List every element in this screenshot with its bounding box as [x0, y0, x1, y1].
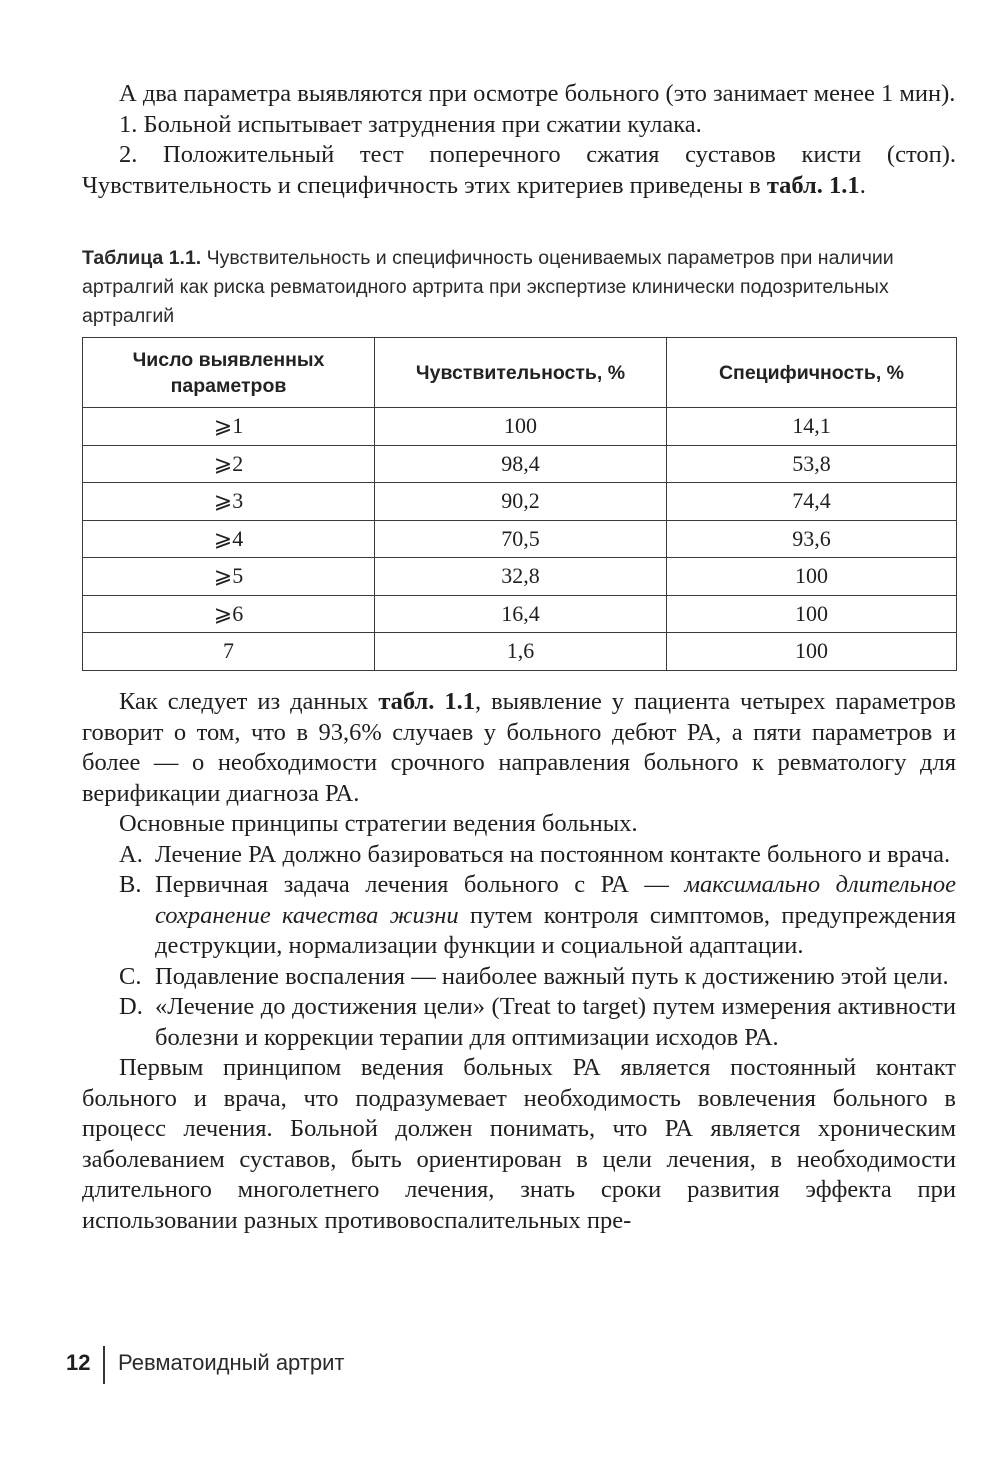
table-cell: 14,1: [667, 408, 957, 446]
list-marker: C.: [119, 962, 142, 990]
period: .: [859, 171, 866, 199]
table-cell: ⩾6: [83, 595, 375, 633]
column-header: Специфичность, %: [667, 338, 957, 408]
paragraph: [82, 687, 956, 809]
emphasis-text: максимально длительное сохранение качества жизни: [155, 871, 956, 929]
table-cell: 7: [83, 633, 375, 671]
table-cell: ⩾1: [83, 408, 375, 446]
paragraph: 1. Больной испытывает затруднения при сжатии кулака.: [119, 110, 702, 138]
table-cell: ⩾5: [83, 558, 375, 596]
table-reference: табл. 1.1: [378, 688, 476, 715]
list-marker: A.: [119, 840, 143, 868]
table-cell: 100: [667, 595, 957, 633]
paragraph-text: 2. Положительный тест поперечного сжатия суставов кисти (стоп). Чувствительность и специфичность этих критериев приведены в: [82, 141, 956, 199]
table-cell: 70,5: [375, 520, 667, 558]
table-row: [83, 445, 957, 483]
column-header: Число выявленных параметров: [83, 338, 375, 408]
list-item-text: путем контроля симптомов, предупреждения деструкции, нормализации функции и социальной адаптации.: [155, 901, 957, 959]
paragraph: Первым принципом ведения больных РА является постоянный контакт больного и врача, что подразумевает необходимость вовлечения больного в процесс лечения. Больной должен понимать, что РА является хроническим заболеванием суставов, быть ориентирован в цели лечения, в необходимости длительного многолетнего лечения, знать сроки развития эффекта при использовании разных противовоспалительных пре-: [82, 1054, 956, 1234]
table-cell: ⩾4: [83, 520, 375, 558]
table-cell: 16,4: [375, 595, 667, 633]
list-item-text: Подавление воспаления — наиболее важный путь к достижению этой цели.: [155, 962, 949, 990]
list-item: [82, 962, 956, 993]
table-row: [83, 595, 957, 633]
footer-divider: [103, 1346, 105, 1384]
list-marker: D.: [119, 993, 143, 1020]
principles-list: [82, 840, 956, 1054]
running-title: Ревматоидный артрит: [118, 1350, 345, 1375]
paragraph: [82, 140, 956, 201]
list-item-text: Лечение РА должно базироваться на постоянном контакте больного и врача.: [155, 840, 951, 868]
table-row: [83, 483, 957, 521]
table-row: [83, 408, 957, 446]
table-caption-text: Чувствительность и специфичность оцениваемых параметров при наличии артралгий как риска ревматоидного артрита при экспертизе клинически подозрительных артралгий: [82, 247, 894, 327]
table-cell: 32,8: [375, 558, 667, 596]
list-item: [82, 840, 956, 871]
table-cell: 74,4: [667, 483, 957, 521]
paragraph: Основные принципы стратегии ведения больных.: [119, 810, 638, 837]
column-header: Чувствительность, %: [375, 338, 667, 408]
table-reference: табл. 1.1: [766, 171, 860, 199]
table-cell: 98,4: [375, 445, 667, 483]
table-cell: ⩾2: [83, 445, 375, 483]
paragraph: А два параметра выявляются при осмотре больного (это занимает менее 1 мин).: [119, 80, 956, 107]
table-cell: ⩾3: [83, 483, 375, 521]
list-item-text: «Лечение до достижения цели» (Treat to target) путем измерения активности болезни и коррекции терапии для оптимизации исходов РА.: [155, 993, 956, 1051]
table-header-row: [83, 338, 957, 408]
table-caption-label: Таблица 1.1.: [82, 247, 202, 269]
table-cell: 100: [375, 408, 667, 446]
table-caption: [82, 244, 956, 331]
table-row: [83, 633, 957, 671]
table-cell: 90,2: [375, 483, 667, 521]
list-item: [82, 870, 956, 962]
table-cell: 93,6: [667, 520, 957, 558]
page-number: 12: [66, 1350, 91, 1375]
table-row: [83, 558, 957, 596]
table-cell: 100: [667, 633, 957, 671]
list-item: [82, 992, 956, 1053]
paragraph-text: Как следует из данных: [119, 688, 379, 715]
body-text: [82, 687, 956, 1236]
table-cell: 1,6: [375, 633, 667, 671]
data-table: [82, 337, 957, 671]
list-marker: B.: [119, 871, 142, 898]
intro-text: [82, 79, 956, 201]
list-item-text: Первичная задача лечения больного с РА —: [155, 871, 685, 898]
table-cell: 53,8: [667, 445, 957, 483]
table-row: [83, 520, 957, 558]
table-cell: 100: [667, 558, 957, 596]
paragraph-text: , выявление у пациента четырех параметров говорит о том, что в 93,6% случаев у больного дебют РА, а пяти параметров и более — о необходимости срочного направления больного к ревматологу для верификации диагноза РА.: [82, 688, 956, 807]
